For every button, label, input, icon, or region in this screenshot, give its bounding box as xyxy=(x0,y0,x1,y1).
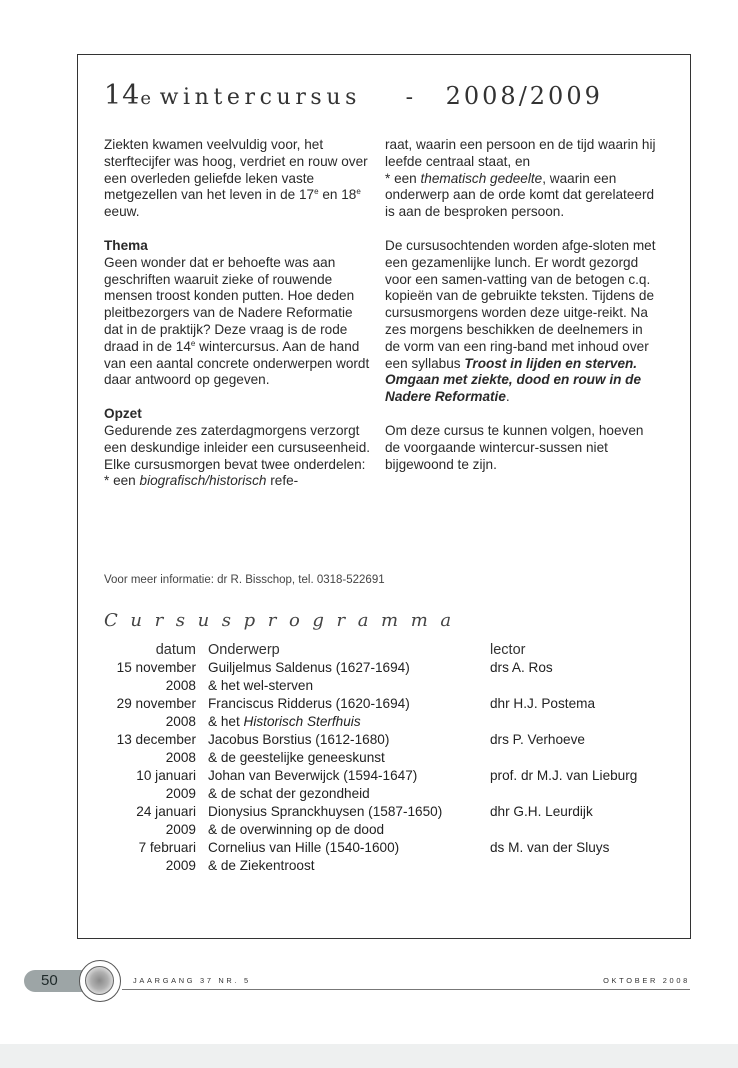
session-date: 15 november xyxy=(116,660,196,675)
session-year: 2009 xyxy=(165,858,196,873)
session-date: 13 december xyxy=(116,732,196,747)
session-date: 10 januari xyxy=(136,768,196,783)
program-schedule xyxy=(104,641,684,875)
session-lector: dhr G.H. Leurdijk xyxy=(490,804,593,819)
footer-rule xyxy=(122,989,690,990)
schedule-row-detail xyxy=(104,713,684,731)
schedule-row xyxy=(104,695,684,713)
lunch-paragraph: De cursusochtenden worden afge-sloten met een gezamenlijke lunch. Er wordt gezorgd voor een samen-vatting van de betogen c.q. kopieën van de gebruikte teksten. Tijdens de cursusmorgens worden deze uitge-reikt. Na zes morgens beschikken de deelnemers in de vorm van een ring-band met inhoud over een syllabus Troost in lijden en sterven. Omgaan met ziekte, dood en rouw in de Nadere Reformatie. xyxy=(385,237,656,405)
session-lector: prof. dr M.J. van Lieburg xyxy=(490,768,638,783)
schedule-row-detail xyxy=(104,785,684,803)
schedule-row xyxy=(104,659,684,677)
session-year: 2009 xyxy=(165,786,196,801)
session-person: Guiljelmus Saldenus (1627-1694) xyxy=(208,660,410,675)
issue-date: OKTOBER 2008 xyxy=(603,976,690,985)
right-column xyxy=(385,137,660,473)
journal-issue: JAARGANG 37 NR. 5 xyxy=(133,976,251,985)
session-lector: dhr H.J. Postema xyxy=(490,696,596,711)
schedule-row-detail xyxy=(104,749,684,767)
session-lector: drs A. Ros xyxy=(490,660,553,675)
session-lector: drs P. Verhoeve xyxy=(490,732,585,747)
session-year: 2009 xyxy=(165,822,196,837)
thema-heading: Thema xyxy=(104,237,148,253)
session-lector: ds M. van der Sluys xyxy=(490,840,610,855)
schedule-row-detail xyxy=(104,857,684,875)
title-ordinal: e xyxy=(140,88,152,109)
session-theme: & de overwinning op de dood xyxy=(208,822,385,837)
schedule-row-detail xyxy=(104,821,684,839)
title-word: wintercursus xyxy=(159,85,361,110)
schedule-row xyxy=(104,767,684,785)
session-theme: & het wel-sterven xyxy=(208,678,314,693)
session-person: Cornelius van Hille (1540-1600) xyxy=(208,840,400,855)
schedule-row xyxy=(104,731,684,749)
left-column xyxy=(104,137,372,490)
session-date: 7 februari xyxy=(138,840,196,855)
session-theme: & het Historisch Sterfhuis xyxy=(208,714,361,729)
session-date: 29 november xyxy=(116,696,196,711)
requirements-paragraph: Om deze cursus te kunnen volgen, hoeven de voorgaande wintercur-sussen niet bijgewoond te zijn. xyxy=(385,422,644,472)
header-subject: Onderwerp xyxy=(208,642,280,658)
contact-info: Voor meer informatie: dr R. Bisschop, tel. 0318-522691 xyxy=(104,574,385,586)
header-lector: lector xyxy=(490,642,526,658)
session-date: 24 januari xyxy=(136,804,196,819)
session-theme: & de Ziekentroost xyxy=(208,858,315,873)
title-dash: - xyxy=(405,85,414,110)
session-year: 2008 xyxy=(165,678,196,693)
continued-paragraph: raat, waarin een persoon en de tijd waarin hij leefde centraal staat, en * een thematisch gedeelte, waarin een onderwerp aan de orde komt dat gerelateerd is aan de besproken persoon. xyxy=(385,137,656,220)
title-number: 14 xyxy=(104,80,141,111)
scan-edge xyxy=(0,1044,738,1068)
session-person: Jacobus Borstius (1612-1680) xyxy=(208,732,390,747)
session-person: Johan van Beverwijck (1594-1647) xyxy=(208,768,418,783)
opzet-heading: Opzet xyxy=(104,406,142,422)
thema-paragraph: Geen wonder dat er behoefte was aan geschriften waaruit zieke of rouwende mensen troost konden putten. Hoe deden pleitbezorgers van de Nadere Reformatie dat in de praktijk? Deze vraag is de rode draad in de 14e wintercursus. Aan de hand van een aantal concrete onderwerpen wordt daar antwoord op gegeven. xyxy=(104,254,370,388)
session-theme: & de schat der gezondheid xyxy=(208,786,370,801)
program-title: Cursusprogramma xyxy=(104,610,464,631)
schedule-header xyxy=(104,641,684,659)
schedule-row xyxy=(104,839,684,857)
schedule-row xyxy=(104,803,684,821)
session-year: 2008 xyxy=(165,714,196,729)
session-person: Franciscus Ridderus (1620-1694) xyxy=(208,696,410,711)
page-title xyxy=(104,80,603,111)
header-date: datum xyxy=(155,642,196,658)
opzet-paragraph: Gedurende zes zaterdagmorgens verzorgt een deskundige inleider een cursuseenheid. Elke cursusmorgen bevat twee onderdelen: * een biografisch/historisch refe- xyxy=(104,422,371,489)
intro-paragraph: Ziekten kwamen veelvuldig voor, het sterftecijfer was hoog, verdriet en rouw over een overleden geliefde leken vaste metgezellen van het leven in de 17e en 18e eeuw. xyxy=(104,137,368,220)
session-year: 2008 xyxy=(165,750,196,765)
seal-logo-icon xyxy=(79,960,121,1002)
page-number: 50 xyxy=(24,970,84,992)
schedule-row-detail xyxy=(104,677,684,695)
session-person: Dionysius Spranckhuysen (1587-1650) xyxy=(208,804,443,819)
session-theme: & de geestelijke geneeskunst xyxy=(208,750,385,765)
title-year: 2008/2009 xyxy=(445,82,603,110)
